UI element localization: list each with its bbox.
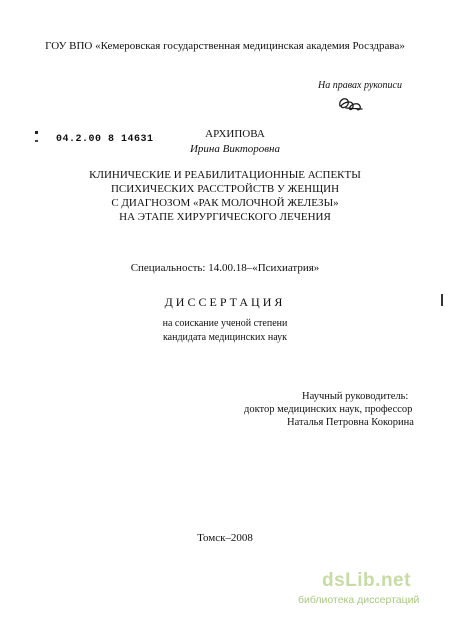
- title-line: ПСИХИЧЕСКИХ РАССТРОЙСТВ У ЖЕНЩИН: [110, 183, 340, 195]
- author-given-names: Ирина Викторовна: [189, 143, 281, 155]
- city-year: Томск–2008: [197, 532, 253, 544]
- title-line: НА ЭТАПЕ ХИРУРГИЧЕСКОГО ЛЕЧЕНИЯ: [119, 211, 331, 223]
- scan-mark: [35, 140, 38, 142]
- supervisor-role: Научный руководитель:: [302, 391, 409, 402]
- purpose-line: на соискание ученой степени: [162, 318, 288, 329]
- supervisor-credentials: доктор медицинских наук, профессор: [244, 404, 413, 415]
- purpose-line: кандидата медицинских наук: [162, 332, 288, 343]
- document-type-heading: ДИССЕРТАЦИЯ: [164, 295, 286, 309]
- title-line: С ДИАГНОЗОМ «РАК МОЛОЧНОЙ ЖЕЛЕЗЫ»: [111, 197, 339, 209]
- archive-stamp-number: 04.2.00 8 14631: [56, 134, 154, 145]
- supervisor-name: Наталья Петровна Кокорина: [287, 417, 414, 428]
- institution-header: ГОУ ВПО «Кемеровская государственная медицинская академия Росздрава»: [45, 40, 405, 52]
- watermark-logo: dsLib.net: [322, 570, 411, 591]
- degree-purpose: [0, 317, 450, 345]
- handwritten-signature: [336, 92, 366, 114]
- author-surname: АРХИПОВА: [205, 128, 265, 140]
- dissertation-title: [0, 168, 450, 224]
- watermark-tagline: библиотека диссертаций: [298, 594, 420, 606]
- supervisor-block: [244, 390, 414, 429]
- manuscript-rights-note: На правах рукописи: [318, 80, 402, 91]
- title-line: КЛИНИЧЕСКИЕ И РЕАБИЛИТАЦИОННЫЕ АСПЕКТЫ: [89, 169, 361, 181]
- margin-mark: [441, 294, 443, 306]
- specialty-line: Специальность: 14.00.18–«Психиатрия»: [130, 262, 320, 274]
